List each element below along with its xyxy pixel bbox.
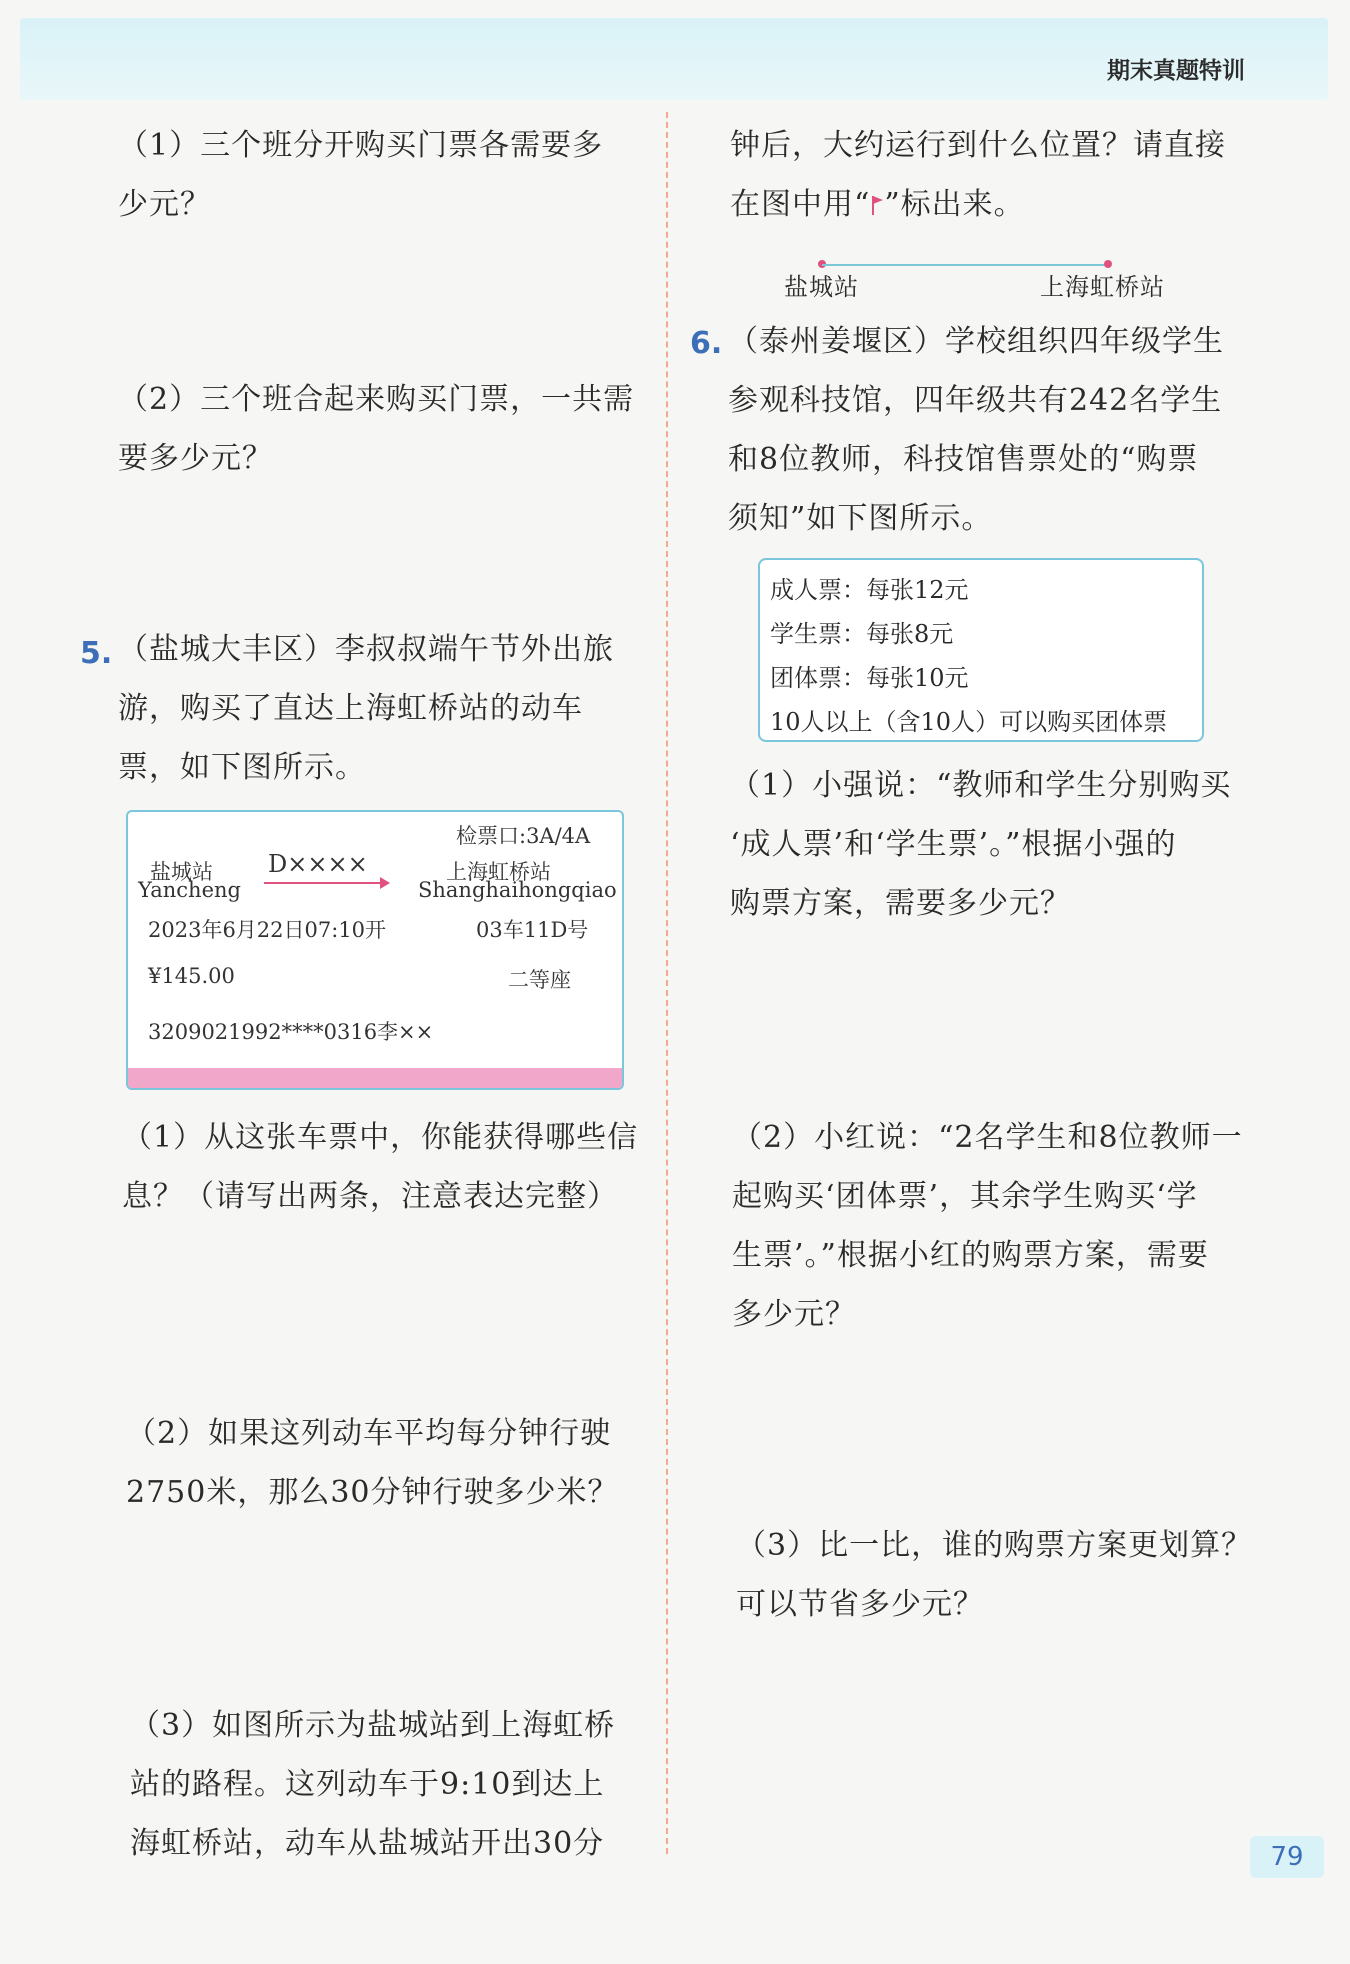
q5-1-line-1: （1）从这张车票中，你能获得哪些信 [122,1120,639,1155]
ticket-train-number: D×××× [268,850,368,878]
ticket-notice-box [758,558,1204,742]
notice-student: 学生票：每张8元 [770,620,954,648]
q6-2-line-3: 生票’。”根据小红的购票方案，需要 [732,1238,1209,1273]
q5-3-line-4: 钟后，大约运行到什么位置？请直接 [730,128,1226,163]
ticket-strip [128,1068,622,1088]
q6-1-line-2: ‘成人票’和‘学生票’。”根据小强的 [730,827,1177,862]
train-ticket [126,810,624,1090]
q6-line-2: 参观科技馆，四年级共有242名学生 [728,383,1223,418]
q6-1-line-1: （1）小强说：“教师和学生分别购买 [730,768,1232,803]
route-end-label: 上海虹桥站 [1040,273,1165,301]
notice-group: 团体票：每张10元 [770,664,969,692]
question-5-number: 5. [80,636,113,671]
flag-icon [870,194,884,216]
ticket-from-cn: 盐城站 [150,860,213,884]
q5-1-line-2: 息？（请写出两条，注意表达完整） [122,1179,618,1214]
ticket-datetime: 2023年6月22日07:10开 [148,918,387,942]
ticket-price: ¥145.00 [148,964,235,988]
notice-group-rule: 10人以上（含10人）可以购买团体票 [770,708,1168,736]
route-arrow-icon [264,882,388,884]
q4-2-line-2: 要多少元？ [118,441,273,476]
page-number: 79 [1250,1836,1324,1878]
q5-3-mark-text-before: 在图中用“ [730,187,871,222]
q5-2-line-2: 2750米，那么30分钟行驶多少米？ [126,1475,619,1510]
q5-3-mark-text-after: ”标出来。 [884,187,1025,222]
q5-3-line-3: 海虹桥站，动车从盐城站开出30分 [130,1826,605,1861]
q5-line-1: （盐城大丰区）李叔叔端午节外出旅 [118,632,614,667]
ticket-seat: 03车11D号 [476,918,589,942]
q5-3-line-5 [730,175,1025,234]
ticket-passenger: 3209021992****0316李×× [148,1020,434,1044]
q5-line-2: 游，购买了直达上海虹桥站的动车 [118,691,583,726]
q6-line-3: 和8位教师，科技馆售票处的“购票 [728,442,1199,477]
q5-2-line-1: （2）如果这列动车平均每分钟行驶 [126,1416,612,1451]
q6-2-line-2: 起购买‘团体票’，其余学生购买‘学 [732,1179,1198,1214]
ticket-class: 二等座 [508,968,571,992]
column-divider [666,112,668,1854]
ticket-gate: 检票口:3A/4A [456,824,591,848]
section-title: 期末真题特训 [1107,58,1245,84]
q5-3-line-2: 站的路程。这列动车于9:10到达上 [130,1767,605,1802]
route-line[interactable] [822,264,1108,266]
q4-1-line-1: （1）三个班分开购买门票各需要多 [118,128,604,163]
q4-2-line-1: （2）三个班合起来购买门票，一共需 [118,382,635,417]
notice-adult: 成人票：每张12元 [770,576,969,604]
ticket-from-en: Yancheng [138,878,241,902]
q6-2-line-1: （2）小红说：“2名学生和8位教师一 [732,1120,1243,1155]
q5-line-3: 票，如下图所示。 [118,750,366,785]
q6-2-line-4: 多少元？ [732,1297,856,1332]
ticket-to-en: Shanghaihongqiao [418,878,617,902]
q6-line-1: （泰州姜堰区）学校组织四年级学生 [728,324,1224,359]
route-end-dot [1104,260,1112,268]
q6-line-4: 须知”如下图所示。 [728,501,993,536]
route-start-label: 盐城站 [784,273,859,301]
q6-3-line-1: （3）比一比，谁的购票方案更划算？ [736,1528,1253,1563]
question-6-number: 6. [690,326,723,361]
q6-1-line-3: 购票方案，需要多少元？ [730,886,1071,921]
q5-3-line-1: （3）如图所示为盐城站到上海虹桥 [130,1708,616,1743]
ticket-to-cn: 上海虹桥站 [446,860,551,884]
q4-1-line-2: 少元？ [118,187,211,222]
q6-3-line-2: 可以节省多少元？ [736,1587,984,1622]
